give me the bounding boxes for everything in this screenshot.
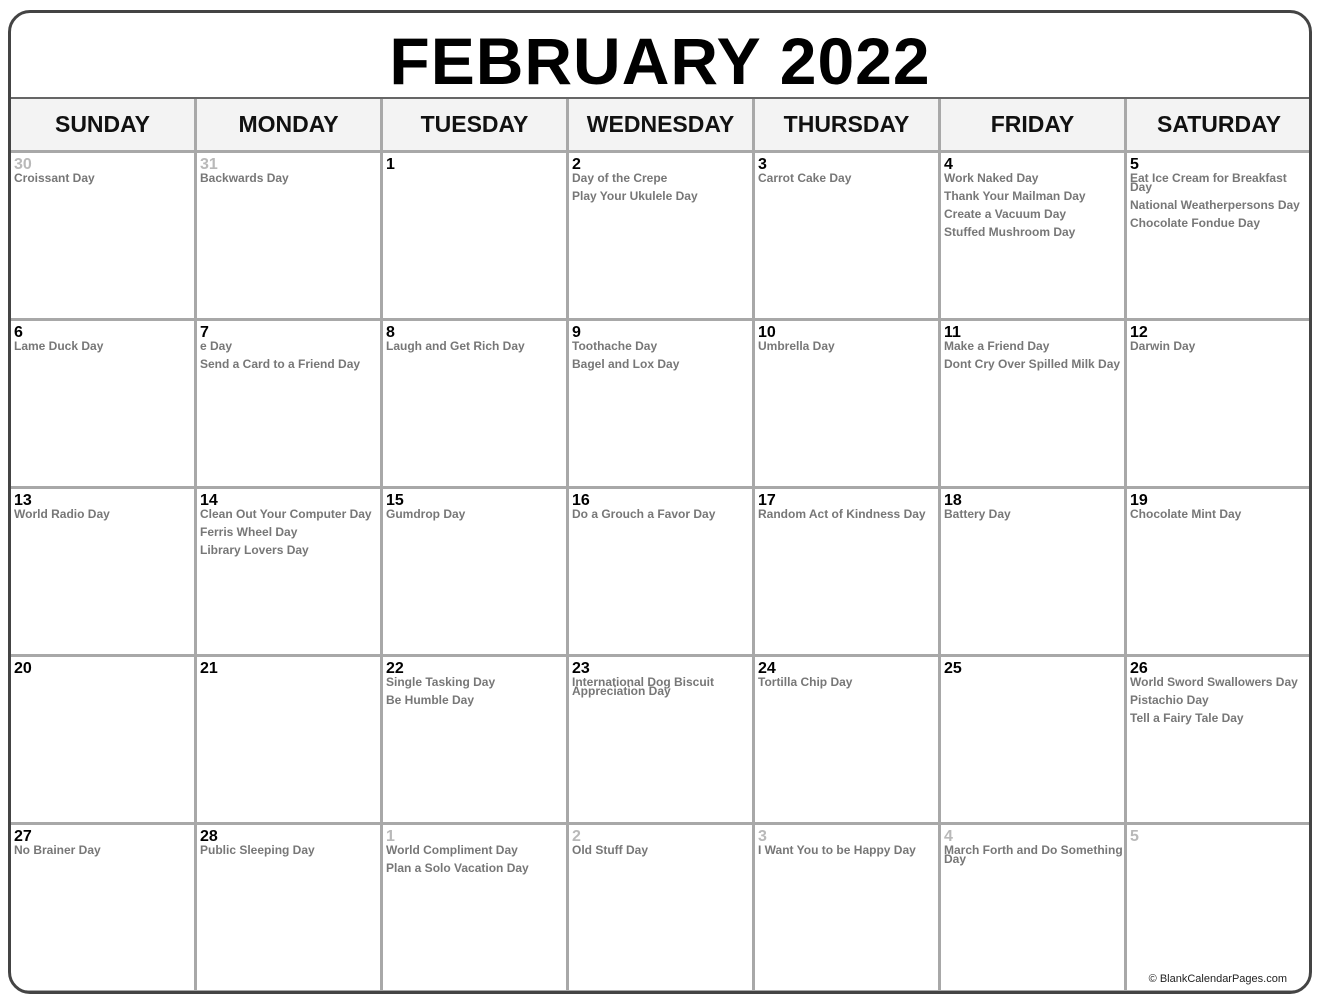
event-label: No Brainer Day (14, 843, 101, 857)
event-label: Tortilla Chip Day (758, 675, 853, 689)
day-cell (383, 825, 569, 993)
day-header-thursday: THURSDAY (755, 99, 941, 153)
event-label: Library Lovers Day (200, 543, 309, 557)
event-label: March Forth and Do Something Day (944, 843, 1123, 866)
day-cell (941, 825, 1127, 993)
event-label: World Compliment Day (386, 843, 518, 857)
event-label: Battery Day (944, 507, 1011, 521)
day-number: 1 (386, 828, 395, 845)
day-number: 24 (758, 660, 776, 677)
day-cell (1127, 825, 1311, 993)
event-label: Public Sleeping Day (200, 843, 315, 857)
day-number: 26 (1130, 660, 1148, 677)
event-label: Umbrella Day (758, 339, 835, 353)
event-label: Chocolate Mint Day (1130, 507, 1242, 521)
day-number: 19 (1130, 492, 1148, 509)
day-cell (941, 321, 1127, 489)
event-label: Lame Duck Day (14, 339, 104, 353)
event-label: Create a Vacuum Day (944, 207, 1067, 221)
day-cell (197, 825, 383, 993)
day-cell (383, 489, 569, 657)
day-number: 6 (14, 324, 23, 341)
event-label: Backwards Day (200, 171, 289, 185)
day-number: 12 (1130, 324, 1148, 341)
day-number: 4 (944, 828, 953, 845)
event-label: Send a Card to a Friend Day (200, 357, 361, 371)
day-number: 18 (944, 492, 962, 509)
day-cell (1127, 657, 1311, 825)
day-cell (197, 321, 383, 489)
day-number: 13 (14, 492, 32, 509)
event-label: I Want You to be Happy Day (758, 843, 916, 857)
event-label: Tell a Fairy Tale Day (1130, 711, 1244, 725)
day-cell (569, 321, 755, 489)
day-cell (383, 657, 569, 825)
day-number: 30 (14, 156, 32, 173)
day-cell (1127, 153, 1311, 321)
event-label: Do a Grouch a Favor Day (572, 507, 716, 521)
day-cell (383, 153, 569, 321)
day-cell (569, 489, 755, 657)
event-label: Stuffed Mushroom Day (944, 225, 1076, 239)
event-label: e Day (200, 339, 233, 353)
day-cell (11, 489, 197, 657)
calendar-title: FEBRUARY 2022 (389, 24, 931, 98)
day-number: 22 (386, 660, 404, 677)
day-number: 9 (572, 324, 581, 341)
day-cell (755, 153, 941, 321)
event-label: Day of the Crepe (572, 171, 668, 185)
day-cell (755, 825, 941, 993)
day-cell (11, 657, 197, 825)
day-header-saturday: SATURDAY (1127, 99, 1311, 153)
day-number: 7 (200, 324, 209, 341)
day-cell (941, 657, 1127, 825)
day-cell (11, 321, 197, 489)
day-number: 25 (944, 660, 962, 677)
day-number: 27 (14, 828, 32, 845)
day-number: 2 (572, 828, 581, 845)
day-number: 31 (200, 156, 218, 173)
day-cell (383, 321, 569, 489)
day-cell (941, 153, 1127, 321)
day-number: 4 (944, 156, 953, 173)
event-label: World Radio Day (14, 507, 110, 521)
day-number: 10 (758, 324, 776, 341)
day-cell (1127, 489, 1311, 657)
day-cell (569, 153, 755, 321)
event-label: Single Tasking Day (386, 675, 496, 689)
event-label: Darwin Day (1130, 339, 1196, 353)
copyright-credit: © BlankCalendarPages.com (1148, 973, 1287, 985)
event-label: World Sword Swallowers Day (1130, 675, 1298, 689)
day-number: 5 (1130, 156, 1139, 173)
day-number: 1 (386, 156, 395, 173)
event-label: Old Stuff Day (572, 843, 649, 857)
day-cell (569, 657, 755, 825)
day-header-sunday: SUNDAY (11, 99, 197, 153)
day-cell (569, 825, 755, 993)
day-number: 17 (758, 492, 776, 509)
event-label: Bagel and Lox Day (572, 357, 680, 371)
event-label: Croissant Day (14, 171, 95, 185)
event-label: Make a Friend Day (944, 339, 1050, 353)
day-number: 14 (200, 492, 218, 509)
event-label: Toothache Day (572, 339, 658, 353)
event-label: Gumdrop Day (386, 507, 466, 521)
day-number: 21 (200, 660, 218, 677)
day-number: 8 (386, 324, 395, 341)
day-cell (755, 321, 941, 489)
day-cell (11, 153, 197, 321)
day-cell (755, 657, 941, 825)
day-cell (11, 825, 197, 993)
day-number: 23 (572, 660, 590, 677)
event-label: Work Naked Day (944, 171, 1039, 185)
day-number: 11 (944, 324, 961, 341)
event-label: Plan a Solo Vacation Day (386, 861, 529, 875)
day-cell (941, 489, 1127, 657)
event-label: Chocolate Fondue Day (1130, 216, 1261, 230)
event-label: Random Act of Kindness Day (758, 507, 926, 521)
event-label: International Dog Biscuit Appreciation Day (572, 675, 715, 698)
event-label: Pistachio Day (1130, 693, 1209, 707)
event-label: Dont Cry Over Spilled Milk Day (944, 357, 1121, 371)
event-label: Clean Out Your Computer Day (200, 507, 372, 521)
event-label: Thank Your Mailman Day (944, 189, 1086, 203)
day-number: 16 (572, 492, 590, 509)
day-cell (197, 489, 383, 657)
day-number: 15 (386, 492, 404, 509)
day-number: 5 (1130, 828, 1139, 845)
calendar-frame (8, 10, 1312, 994)
day-cell (1127, 321, 1311, 489)
day-cell (197, 153, 383, 321)
event-label: Eat Ice Cream for Breakfast Day (1130, 171, 1287, 194)
day-header-tuesday: TUESDAY (383, 99, 569, 153)
event-label: National Weatherpersons Day (1130, 198, 1300, 212)
day-number: 20 (14, 660, 32, 677)
calendar-grid (11, 97, 1311, 993)
day-number: 3 (758, 828, 767, 845)
day-header-monday: MONDAY (197, 99, 383, 153)
day-header-friday: FRIDAY (941, 99, 1127, 153)
event-label: Play Your Ukulele Day (572, 189, 698, 203)
day-cell (197, 657, 383, 825)
day-header-wednesday: WEDNESDAY (569, 99, 755, 153)
day-cell (755, 489, 941, 657)
day-number: 28 (200, 828, 218, 845)
event-label: Laugh and Get Rich Day (386, 339, 525, 353)
day-number: 3 (758, 156, 767, 173)
event-label: Carrot Cake Day (758, 171, 852, 185)
event-label: Be Humble Day (386, 693, 475, 707)
event-label: Ferris Wheel Day (200, 525, 298, 539)
day-number: 2 (572, 156, 581, 173)
